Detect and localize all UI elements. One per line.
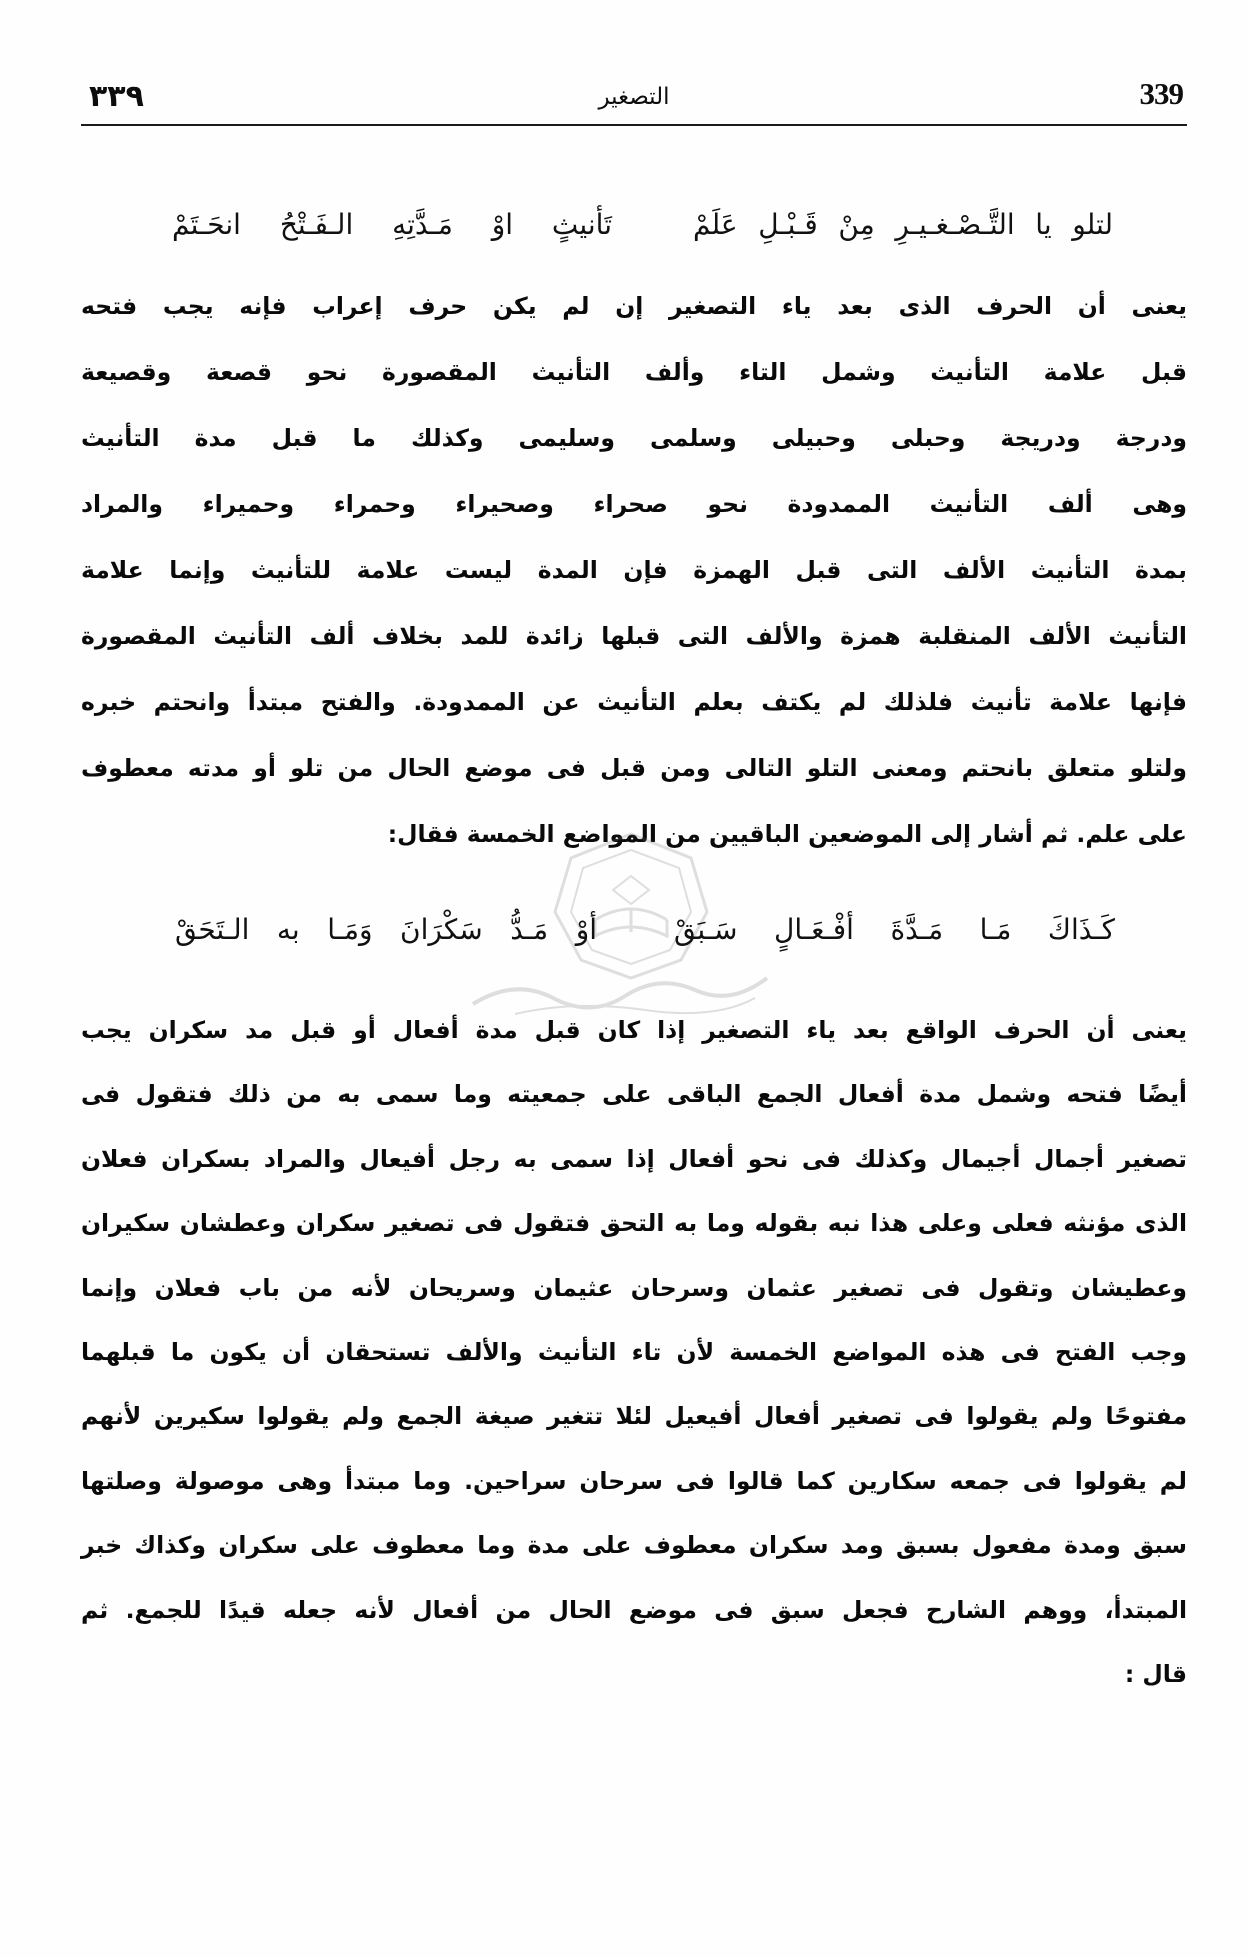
verse-2-second-hemistich: أوْ مَـدُّ سَكْرَانَ وَمَـا به الـتَحَقْ <box>175 913 597 946</box>
text-line: بمدة التأنيث الألف التى قبل الهمزة فإن المدة ليست علامة للتأنيث وإنما علامة <box>81 556 1187 584</box>
text-line: أيضًا فتحه وشمل مدة أفعال الجمع الباقى على جمعيته وما سمى به من ذلك فتقول فى <box>81 1080 1187 1108</box>
text-line: التأنيث الألف المنقلبة همزة والألف التى قبلها زائدة للمد بخلاف ألف التأنيث المقصورة <box>81 622 1187 650</box>
text-line: ودرجة ودريجة وحبلى وحبيلى وسلمى وسليمى وكذلك ما قبل مدة التأنيث <box>81 424 1187 452</box>
text-line: على علم. ثم أشار إلى الموضعين الباقيين من المواضع الخمسة فقال: <box>387 820 1187 848</box>
page-header <box>81 66 1187 118</box>
text-line: وجب الفتح فى هذه المواضع الخمسة لأن تاء التأنيث والألف تستحقان أن يكون ما قبلهما <box>81 1338 1187 1366</box>
text-line: قال : <box>1124 1660 1187 1688</box>
text-line: سبق ومدة مفعول بسبق ومد سكران معطوف على مدة وما معطوف على سكران وكذاك خبر <box>81 1531 1187 1559</box>
text-line: لم يقولوا فى جمعه سكارين كما قالوا فى سرحان سراحين. وما مبتدأ وهى موصولة وصلتها <box>81 1467 1187 1495</box>
text-line: وعطيشان وتقول فى تصغير عثمان وسرحان عثيمان وسريحان لأنه من باب فعلان وإنما <box>81 1274 1187 1302</box>
verse-2-first-hemistich: كَـذَاكَ مَـا مَـدَّةَ أفْـعَـالٍ سَـبَقْ <box>674 913 1115 946</box>
verse-1-first-hemistich: لتلو يا التَّـصْـغـيـرِ مِنْ قَـبْـلِ عَلَمْ <box>693 208 1113 241</box>
verse-1-second-hemistich: تَأنيثٍ اوْ مَـدَّتِهِ الـفَـتْحُ انحَـتَمْ <box>172 208 612 241</box>
text-line: فإنها علامة تأنيث فلذلك لم يكتف بعلم التأنيث عن الممدودة. والفتح مبتدأ وانحتم خبره <box>81 688 1187 716</box>
text-line: يعنى أن الحرف الواقع بعد ياء التصغير إذا كان قبل مدة أفعال أو قبل مد سكران يجب <box>81 1016 1187 1044</box>
text-line: وهى ألف التأنيث الممدودة نحو صحراء وصحيراء وحمراء وحميراء والمراد <box>81 490 1187 518</box>
text-line: قبل علامة التأنيث وشمل التاء وألف التأنيث المقصورة نحو قصعة وقصيعة <box>81 358 1187 386</box>
text-line: يعنى أن الحرف الذى بعد ياء التصغير إن لم يكن حرف إعراب فإنه يجب فتحه <box>81 292 1187 320</box>
text-line: ولتلو متعلق بانحتم ومعنى التلو التالى ومن قبل فى موضع الحال من تلو أو مدته معطوف <box>81 754 1187 782</box>
header-rule <box>81 124 1187 126</box>
text-line: المبتدأ، ووهم الشارح فجعل سبق فى موضع الحال من أفعال لأنه جعله قيدًا للجمع. ثم <box>81 1596 1187 1624</box>
text-line: تصغير أجمال أجيمال وكذلك فى نحو أفعال إذا سمى به رجل أفيعال والمراد بسكران فعلان <box>81 1145 1187 1173</box>
page-number-arabic: ٣٣٩ <box>89 79 144 114</box>
text-line: الذى مؤنثه فعلى وعلى هذا نبه بقوله وما به التحق فتقول فى تصغير سكران وعطشان سكيران <box>81 1209 1187 1237</box>
chapter-title: التصغير <box>598 84 670 110</box>
text-line: مفتوحًا ولم يقولوا فى تصغير أفعال أفيعيل لئلا تتغير صيغة الجمع ولم يقولوا سكيرين لأنهم <box>81 1402 1187 1430</box>
page-number-latin: 339 <box>1139 76 1183 111</box>
